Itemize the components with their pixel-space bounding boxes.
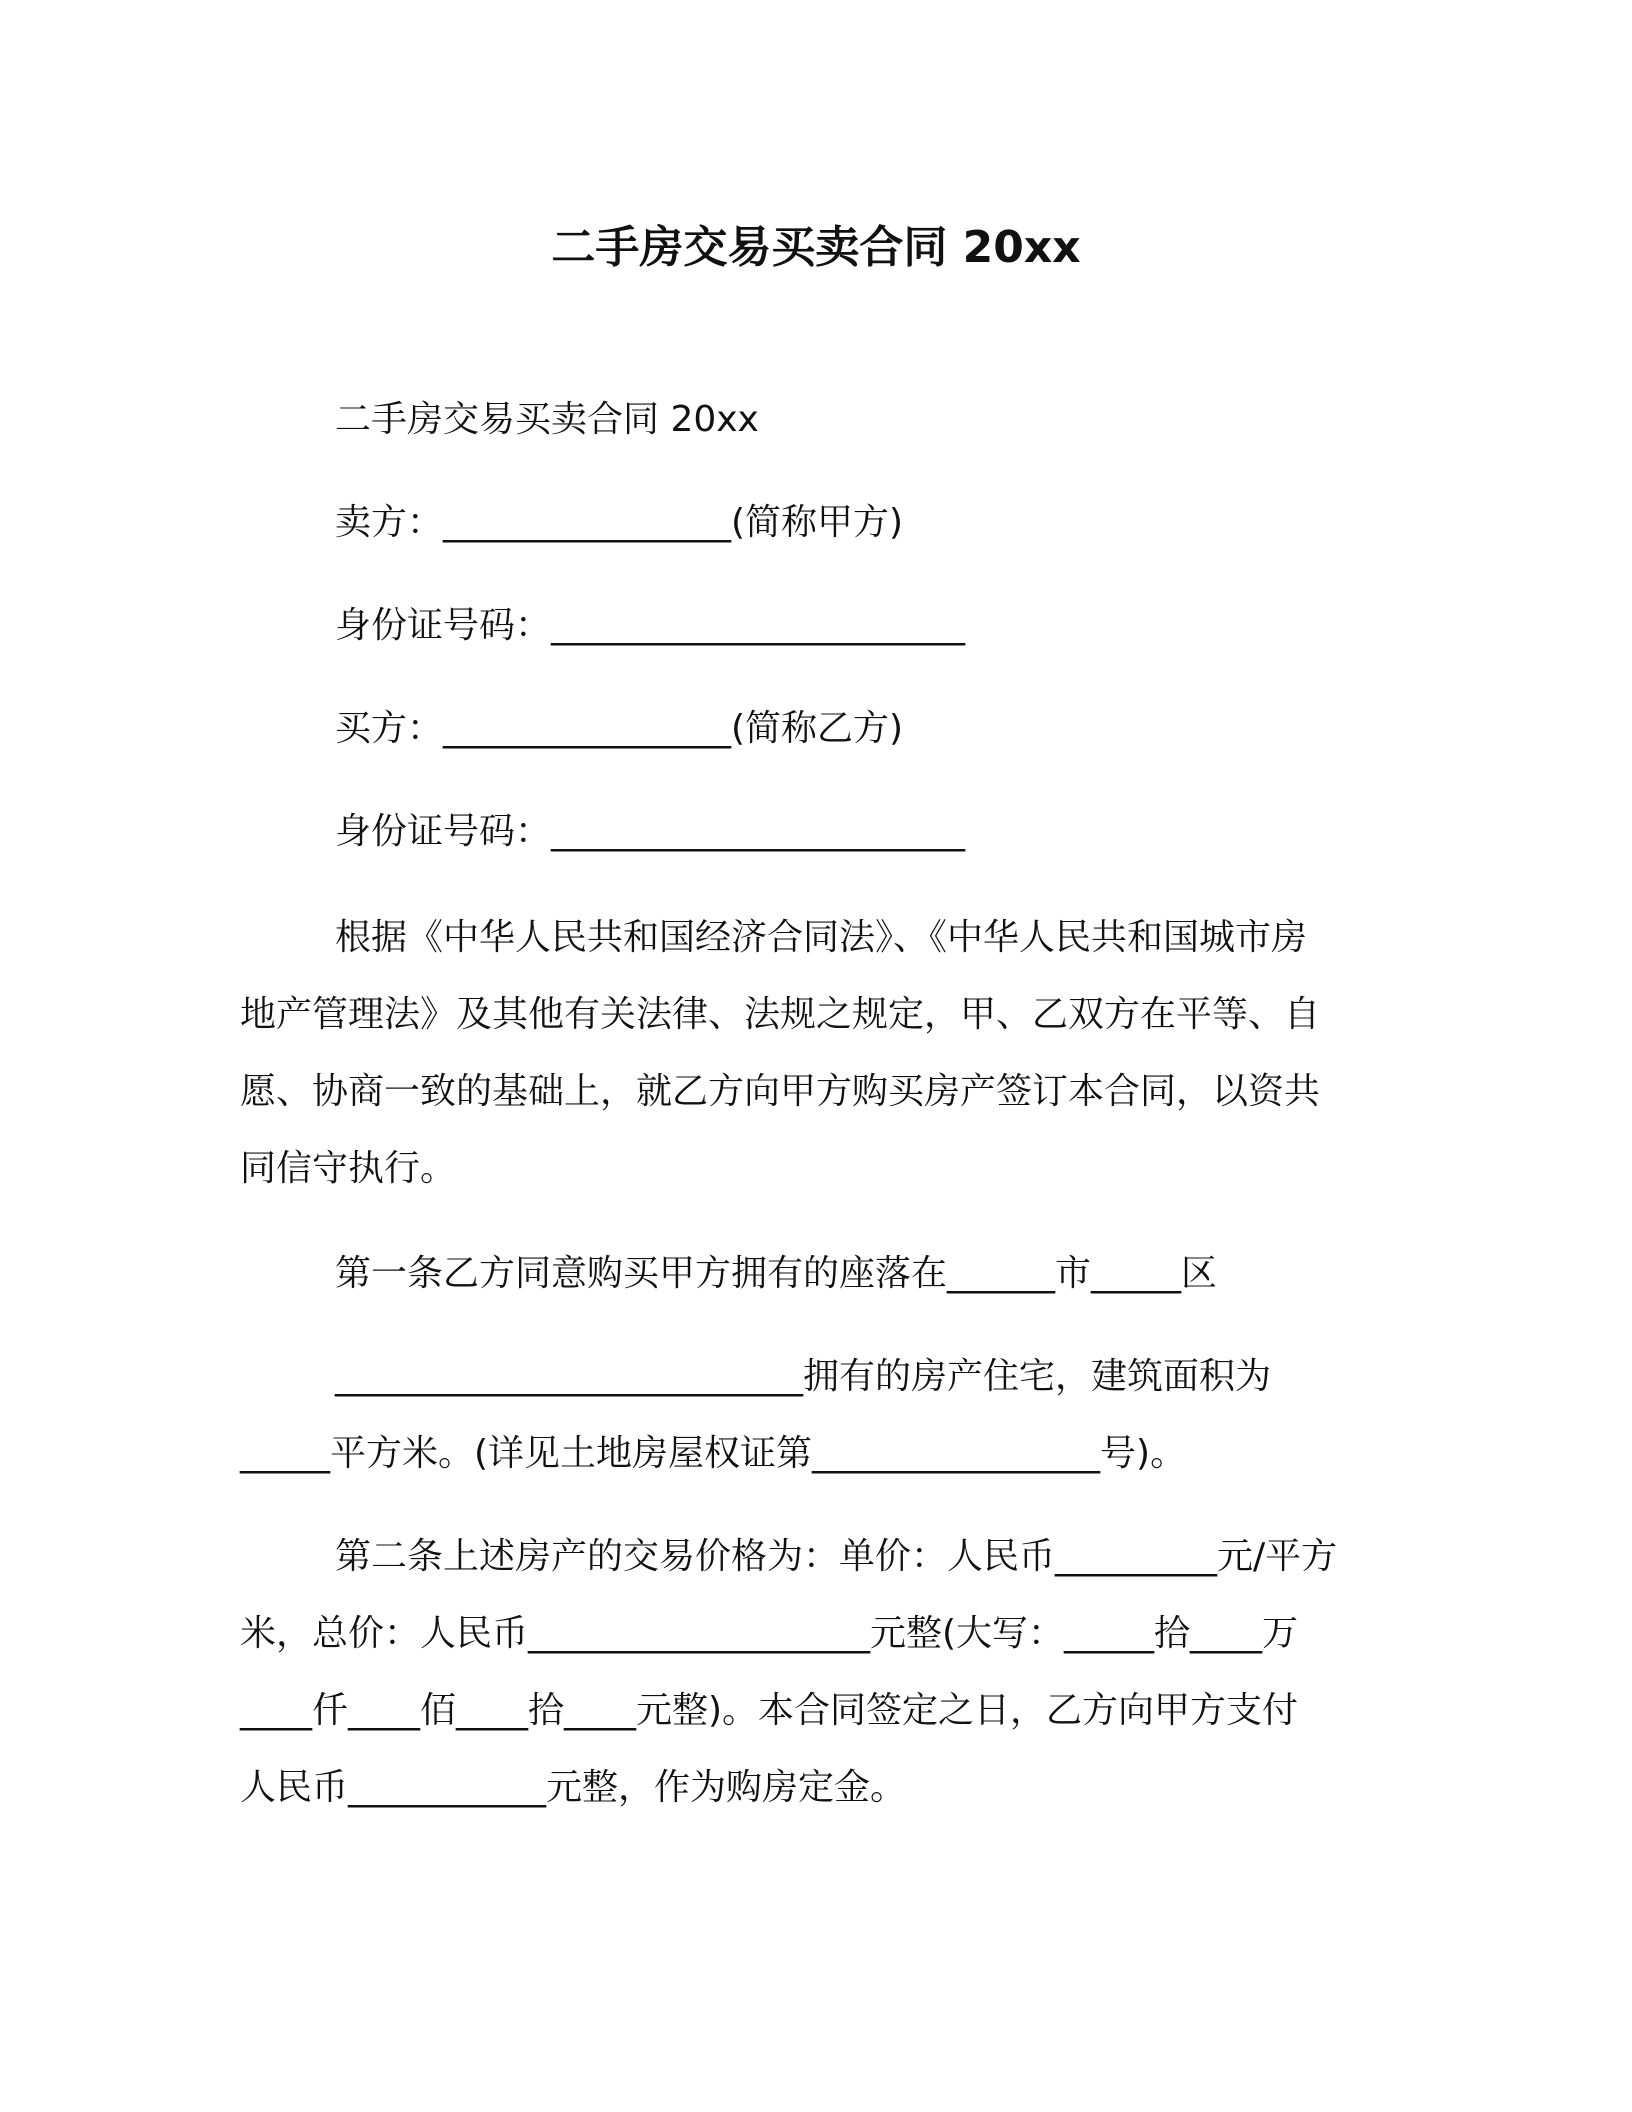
article-2-line-2: 米，总价：人民币___________________元整(大写：_____拾____万 — [240, 1613, 1299, 1654]
seller-line: 卖方：________________(简称甲方) — [335, 502, 904, 543]
buyer-line: 买方：________________(简称乙方) — [335, 708, 904, 749]
article-1-line-1: 第一条乙方同意购买甲方拥有的座落在______市_____区 — [335, 1253, 1218, 1294]
article-1-line-2: __________________________拥有的房产住宅，建筑面积为 — [335, 1356, 1272, 1397]
article-2-line-3: ____仟____佰____拾____元整)。本合同签定之日，乙方向甲方支付 — [240, 1690, 1299, 1731]
buyer-id-line: 身份证号码：_______________________ — [335, 811, 966, 852]
document-title: 二手房交易买卖合同 20xx — [551, 222, 1081, 273]
preamble-line-1: 根据《中华人民共和国经济合同法》、《中华人民共和国城市房 — [335, 917, 1308, 958]
article-2-line-4: 人民币___________元整，作为购房定金。 — [240, 1767, 907, 1808]
preamble-line-4: 同信守执行。 — [240, 1148, 457, 1189]
seller-id-line: 身份证号码：_______________________ — [335, 605, 966, 646]
subtitle-line: 二手房交易买卖合同 20xx — [335, 399, 759, 440]
article-1-line-3: _____平方米。(详见土地房屋权证第________________号)。 — [240, 1433, 1187, 1474]
preamble-line-2: 地产管理法》及其他有关法律、法规之规定，甲、乙双方在平等、自 — [240, 994, 1321, 1035]
article-2-line-1: 第二条上述房产的交易价格为：单价：人民币_________元/平方 — [335, 1536, 1338, 1577]
preamble-line-3: 愿、协商一致的基础上，就乙方向甲方购买房产签订本合同，以资共 — [240, 1071, 1321, 1112]
